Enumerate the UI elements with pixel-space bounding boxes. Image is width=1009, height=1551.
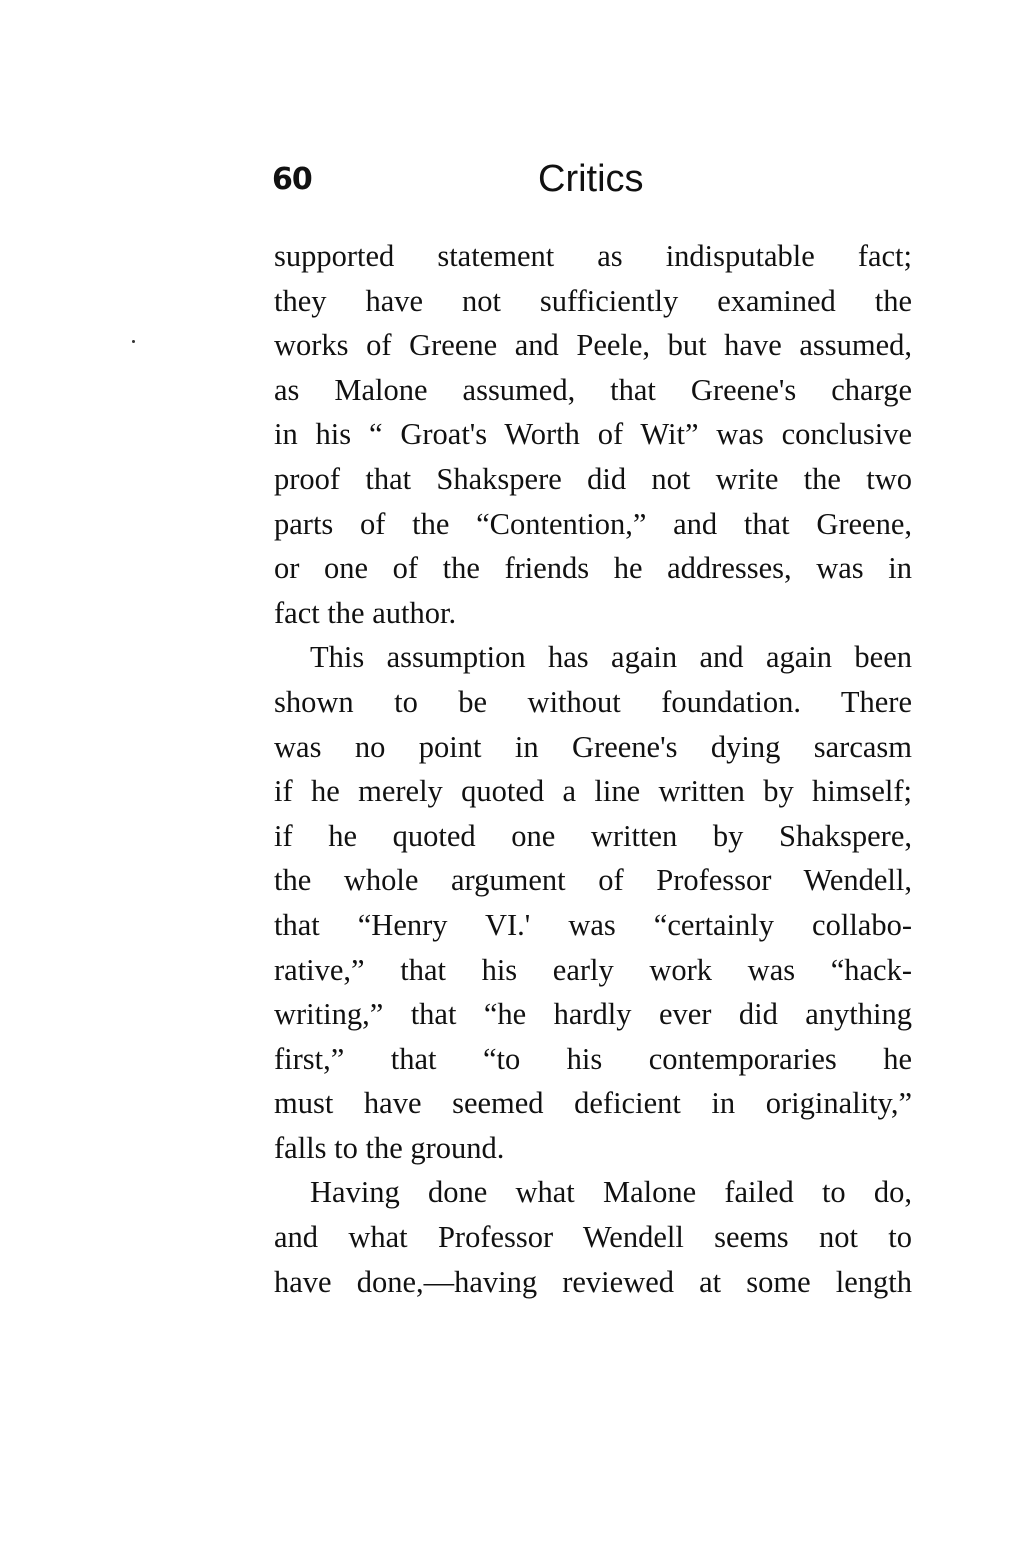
text-line: parts of the “Contention,” and that Greene, [274,506,912,541]
text-line: or one of the friends he addresses, was in [274,551,912,586]
text-line: writing,” that “he hardly ever did anything [274,997,912,1032]
body-text [274,234,912,1304]
text-line: if he merely quoted a line written by himself; [274,774,912,809]
text-line: This assumption has again and again been [310,640,912,675]
text-line: falls to the ground. [274,1130,505,1165]
text-line: shown to be without foundation. There [274,684,912,719]
text-line: fact the author. [274,595,457,630]
text-line: in his “ Groat's Worth of Wit” was conclusive [274,417,912,452]
text-line: must have seemed deficient in originality,” [274,1086,912,1121]
text-line: rative,” that his early work was “hack- [274,952,912,987]
text-line: have done,—having reviewed at some length [274,1264,912,1299]
text-line: they have not sufficiently examined the [274,283,912,318]
text-line: was no point in Greene's dying sarcasm [274,729,912,764]
page-header [272,160,912,204]
text-line: if he quoted one written by Shakspere, [274,818,912,853]
running-head: Critics [538,158,644,200]
text-line: works of Greene and Peele, but have assumed, [274,328,912,363]
text-line: supported statement as indisputable fact; [274,239,912,273]
text-line: as Malone assumed, that Greene's charge [274,372,912,407]
page-number: 60 [272,162,312,197]
text-line: proof that Shakspere did not write the two [274,461,912,496]
text-line: and what Professor Wendell seems not to [274,1220,912,1255]
text-line: that “Henry VI.' was “certainly collabo- [274,907,912,942]
stray-mark [132,340,135,343]
text-line: Having done what Malone failed to do, [310,1175,912,1210]
text-line: first,” that “to his contemporaries he [274,1041,912,1076]
text-line: the whole argument of Professor Wendell, [274,863,912,898]
